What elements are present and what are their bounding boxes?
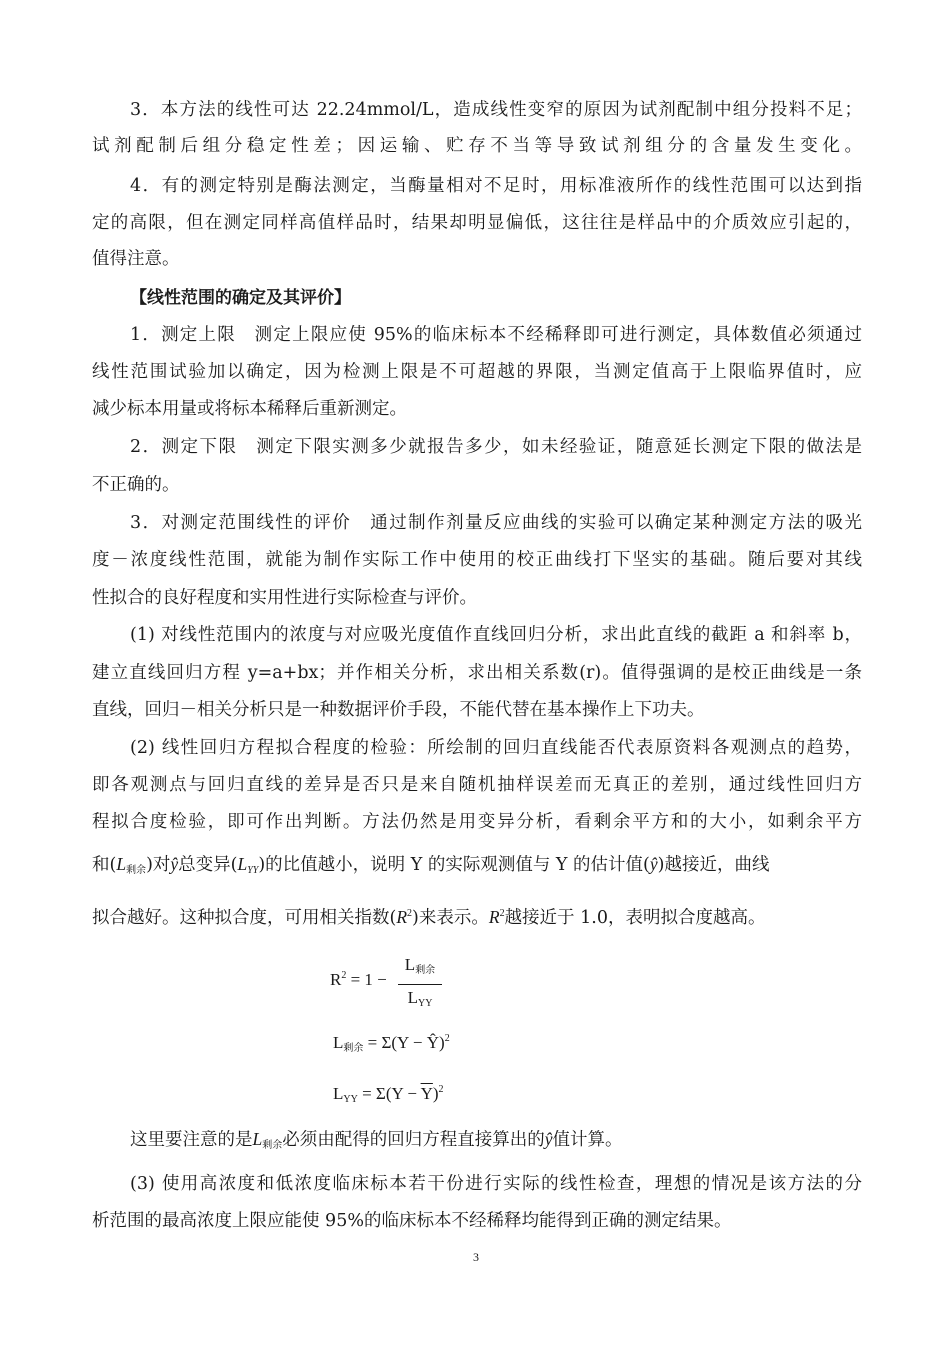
math-yhat: ŷ — [170, 854, 179, 874]
text-line: 直线，回归－相关分析只是一种数据评价手段，不能代替在基本操作上下功夫。 — [92, 700, 705, 720]
text-line: 4．有的测定特别是酶法测定，当酶量相对不足时，用标准液所作的线性范围可以达到指 — [130, 176, 862, 196]
math-L: $L_{剩余}$ — [252, 1129, 283, 1151]
formula-l-residual: $L_{剩余} = \Sigma(Y$ − Ŷ)$^2$ — [333, 1033, 450, 1054]
text-line: 试剂配制后组分稳定性差；因运输、贮存不当等导致试剂组分的含量发生变化。 — [92, 136, 862, 156]
text-line: 建立直线回归方程 y=a+bx；并作相关分析，求出相关系数(r)。值得强调的是校正曲线是一条 — [92, 663, 862, 683]
text-line: 度－浓度线性范围，就能为制作实际工作中使用的校正曲线打下坚实的基础。随后要对其线 — [92, 550, 862, 570]
formula-r-squared: $R^2 = 1$ − — [330, 970, 387, 989]
text-line: 线性范围试验加以确定，因为检测上限是不可超越的界限，当测定值高于上限临界值时，应 — [92, 362, 862, 382]
text-line: 减少标本用量或将标本稀释后重新测定。 — [92, 399, 407, 419]
math-yhat: ŷ — [544, 1129, 553, 1149]
text-line-with-math: 拟合越好。这种拟合度，可用相关指数$(R^2)$来表示。$R^2$越接近于 1.0，表明拟合度越高。 — [92, 907, 766, 928]
text-line: 值得注意。 — [92, 249, 180, 269]
math-L: $L_{YY}$ — [237, 854, 259, 876]
text-line-with-math: 和$(L_{剩余})$对ŷ总变异$(L_{YY})$的比值越小，说明 Y 的实际观测值与 Y 的估计值(ŷ)越接近，曲线 — [92, 854, 770, 876]
text-line: 3．本方法的线性可达 22.24mmol/L，造成线性变窄的原因为试剂配制中组分投料不足； — [130, 100, 862, 120]
text-line: 性拟合的良好程度和实用性进行实际检查与评价。 — [92, 588, 477, 608]
text-line: 程拟合度检验，即可作出判断。方法仍然是用变异分析，看剩余平方和的大小，如剩余平方 — [92, 812, 862, 832]
math-R-squared: $R^2$ — [396, 907, 413, 927]
math-R-squared: $R^2$ — [488, 907, 505, 927]
formula-fraction: $L_{剩余}$ $L_{YY}$ — [398, 954, 442, 1015]
text-line: 定的高限，但在测定同样高值样品时，结果却明显偏低，这往往是样品中的介质效应引起的， — [92, 213, 862, 233]
text-line: 3．对测定范围线性的评价 通过制作剂量反应曲线的实验可以确定某种测定方法的吸光 — [130, 513, 862, 533]
text-line: 不正确的。 — [92, 475, 180, 495]
text-line: (3) 使用高浓度和低浓度临床标本若干份进行实际的线性检查，理想的情况是该方法的分 — [130, 1174, 862, 1194]
text-line: 1．测定上限 测定上限应使 95%的临床标本不经稀释即可进行测定，具体数值必须通过 — [130, 325, 862, 345]
section-heading: 【线性范围的确定及其评价】 — [130, 288, 351, 308]
text-line: 2．测定下限 测定下限实测多少就报告多少，如未经验证，随意延长测定下限的做法是 — [130, 437, 862, 457]
formula-l-yy: $L_{YY} = \Sigma(Y - \overline{Y})^2$ — [333, 1084, 444, 1105]
text-line: (1) 对线性范围内的浓度与对应吸光度值作直线回归分析，求出此直线的截距 a 和斜率 b， — [130, 625, 862, 645]
page-number: 3 — [473, 1250, 479, 1264]
text-line: 即各观测点与回归直线的差异是否只是来自随机抽样误差而无真正的差别，通过线性回归方 — [92, 775, 862, 795]
math-L: $L_{剩余}$ — [116, 854, 147, 876]
math-yhat: ŷ — [649, 854, 658, 874]
text-line: (2) 线性回归方程拟合程度的检验：所绘制的回归直线能否代表原资料各观测点的趋势， — [130, 738, 862, 758]
text-line-with-math: 这里要注意的是$L_{剩余}$必须由配得的回归方程直接算出的ŷ值计算。 — [130, 1129, 623, 1151]
text-line: 析范围的最高浓度上限应能使 95%的临床标本不经稀释均能得到正确的测定结果。 — [92, 1211, 732, 1231]
